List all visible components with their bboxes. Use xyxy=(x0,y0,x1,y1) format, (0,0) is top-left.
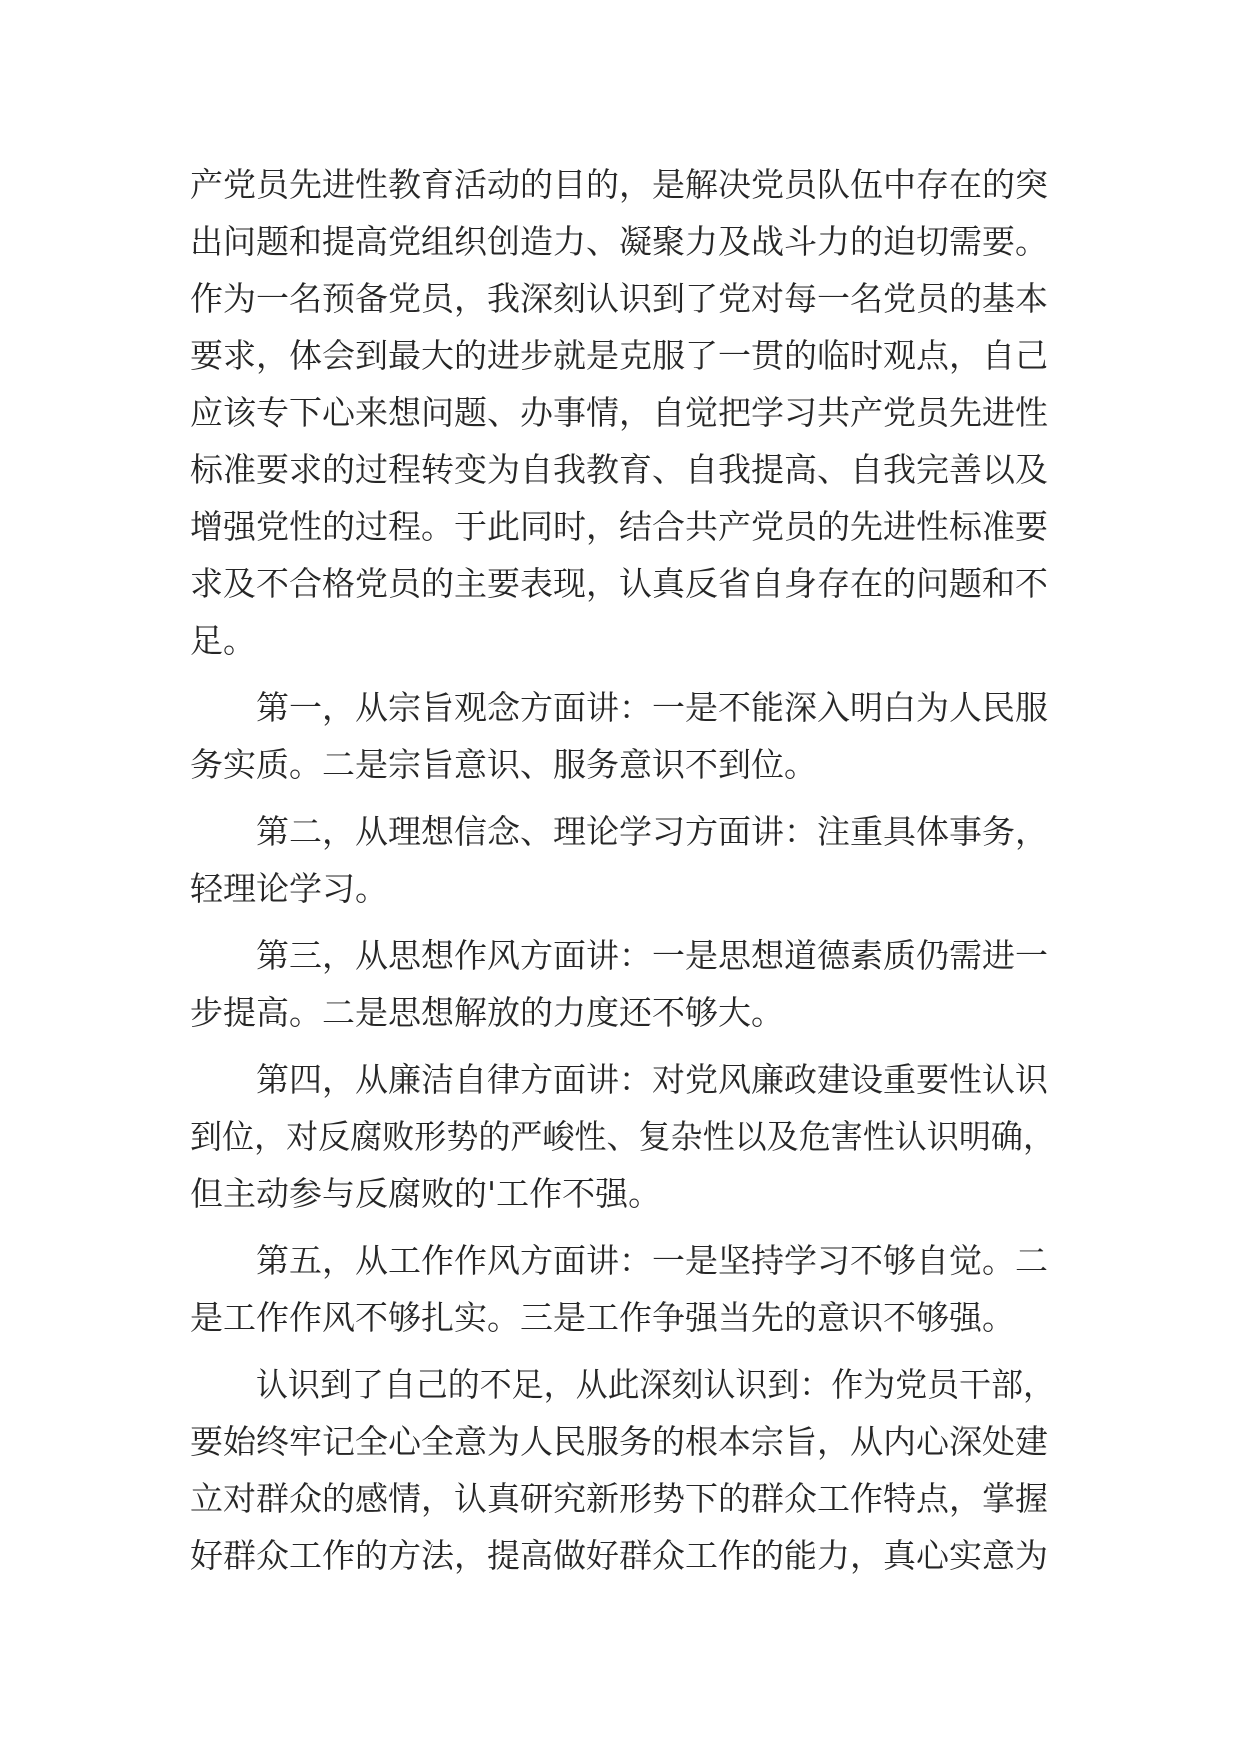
text-line: 标准要求的过程转变为自我教育、自我提高、自我完善以及 xyxy=(190,450,1048,489)
text-line: 好群众工作的方法，提高做好群众工作的能力，真心实意为 xyxy=(190,1536,1048,1575)
text-line: 第四，从廉洁自律方面讲：对党风廉政建设重要性认识 xyxy=(256,1060,1048,1099)
text-line: 务实质。二是宗旨意识、服务意识不到位。 xyxy=(190,745,817,784)
text-line: 步提高。二是思想解放的力度还不够大。 xyxy=(190,993,784,1032)
text-line: 第一，从宗旨观念方面讲：一是不能深入明白为人民服 xyxy=(256,688,1048,727)
text-line: 足。 xyxy=(190,621,256,660)
text-line: 轻理论学习。 xyxy=(190,869,388,908)
text-line: 应该专下心来想问题、办事情，自觉把学习共产党员先进性 xyxy=(190,393,1048,432)
text-line: 产党员先进性教育活动的目的，是解决党员队伍中存在的突 xyxy=(190,165,1048,204)
text-line: 但主动参与反腐败的'工作不强。 xyxy=(190,1174,662,1213)
text-line: 第三，从思想作风方面讲：一是思想道德素质仍需进一 xyxy=(256,936,1048,975)
text-line: 作为一名预备党员，我深刻认识到了党对每一名党员的基本 xyxy=(190,279,1048,318)
text-line: 出问题和提高党组织创造力、凝聚力及战斗力的迫切需要。 xyxy=(190,222,1048,261)
text-line: 要求，体会到最大的进步就是克服了一贯的临时观点，自己 xyxy=(190,336,1048,375)
text-line: 是工作作风不够扎实。三是工作争强当先的意识不够强。 xyxy=(190,1298,1015,1337)
text-line: 第二，从理想信念、理论学习方面讲：注重具体事务， xyxy=(256,812,1048,851)
text-line: 要始终牢记全心全意为人民服务的根本宗旨，从内心深处建 xyxy=(190,1422,1048,1461)
text-line: 到位，对反腐败形势的严峻性、复杂性以及危害性认识明确， xyxy=(190,1117,1055,1156)
text-line: 增强党性的过程。于此同时，结合共产党员的先进性标准要 xyxy=(190,507,1048,546)
text-line: 立对群众的感情，认真研究新形势下的群众工作特点，掌握 xyxy=(190,1479,1048,1518)
text-line: 第五，从工作作风方面讲：一是坚持学习不够自觉。二 xyxy=(256,1241,1048,1280)
text-line: 认识到了自己的不足，从此深刻认识到：作为党员干部， xyxy=(256,1365,1056,1404)
text-line: 求及不合格党员的主要表现，认真反省自身存在的问题和不 xyxy=(190,564,1048,603)
